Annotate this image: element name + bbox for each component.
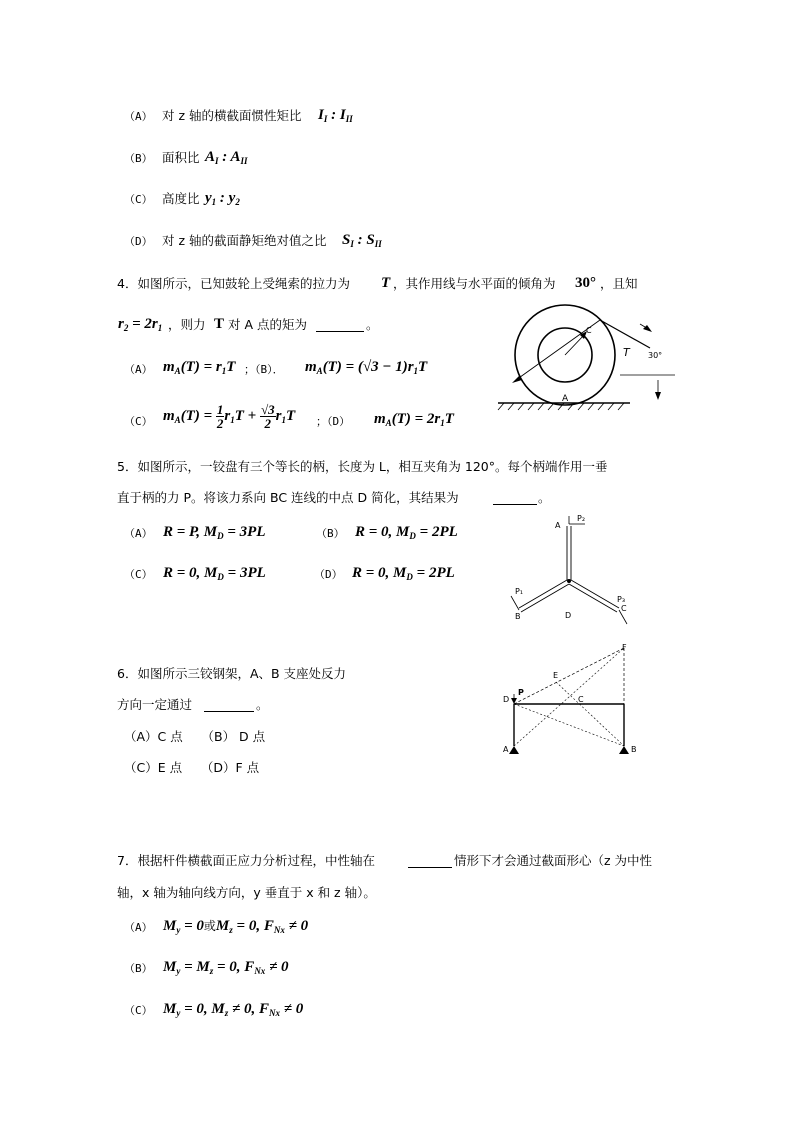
q4-text-5: 对 A 点的矩为	[228, 317, 307, 332]
q4-option-d-label: ；（D）	[316, 415, 351, 428]
q6-text-1: 6．如图所示三铰钢架，A、B 支座处反力	[117, 666, 347, 681]
q4-option-c-math: $m_A(T)$ = $\frac{1}{2}$ $r_1T$ + $\frac{√3}{2}$ $r_1T$	[163, 402, 296, 431]
q5-option-d-math: R = 0, $M_D = 2PL$	[352, 565, 455, 582]
q7-text-3: 轴，x 轴为轴向线方向，y 垂直于 x 和 z 轴）。	[117, 885, 376, 900]
capstan-label-p3: P₃	[617, 595, 626, 604]
q4-option-b-label: ；（B）．	[244, 363, 284, 376]
q4-text-1: 4．如图所示，已知鼓轮上受绳索的拉力为	[117, 276, 350, 291]
q5-text-1: 5．如图所示，一铰盘有三个等长的柄，长度为 L，相互夹角为 120°。每个柄端作用一垂	[117, 459, 608, 474]
q5-option-b-label: （B）	[316, 527, 345, 540]
q4-option-b-math: $m_A(T) = (√3 - 1)r_1T$	[305, 359, 428, 376]
q6-text-3: 。	[256, 697, 269, 712]
drum-label-angle: 30°	[648, 351, 663, 360]
q5-option-b-math: R = 0, $M_D = 2PL$	[355, 524, 458, 541]
q4-option-c-label: （C）	[124, 415, 153, 428]
q7-text-1: 7．根据杆件横截面正应力分析过程，中性轴在	[117, 853, 375, 868]
q3-option-b-text: 面积比	[162, 150, 200, 165]
q3-option-b-label: （B）	[124, 152, 153, 165]
q6-text-2: 方向一定通过	[117, 697, 193, 712]
q7-option-c-label: （C）	[124, 1004, 153, 1017]
q5-blank	[493, 492, 537, 505]
capstan-label-a: A	[555, 521, 561, 530]
q5-capstan-figure	[505, 512, 645, 632]
q4-angle: 30°	[575, 275, 596, 291]
q7-blank	[408, 855, 452, 868]
q7-text-2: 情形下才会通过截面形心（z 为中性	[454, 853, 653, 868]
capstan-label-p2: P₂	[577, 514, 586, 523]
q7-option-b-math: $M_y = M_z = 0$, $F_{Nx} \ne 0$	[163, 959, 289, 976]
q4-radius-relation: $r_2 = 2r_1$	[118, 316, 163, 333]
q4-drum-figure	[490, 300, 690, 415]
q5-option-c-label: （C）	[124, 568, 153, 581]
q4-option-d-math: $m_A(T) = 2r_1T$	[374, 411, 454, 428]
q3-option-c-label: （C）	[124, 193, 153, 206]
frame-label-c: C	[578, 695, 584, 704]
frame-label-e: E	[553, 671, 559, 680]
q4-force-symbol: T	[381, 275, 391, 291]
q5-option-a-label: （A）	[124, 527, 153, 540]
q5-option-a-math: R = P, $M_D = 3PL$	[163, 524, 266, 541]
capstan-label-p1: P₁	[515, 587, 524, 596]
frame-label-d: D	[503, 695, 510, 704]
q5-text-2: 直于柄的力 P。将该力系向 BC 连线的中点 D 简化，其结果为	[117, 490, 459, 505]
capstan-label-c: C	[621, 604, 627, 613]
q4-option-a-math: $m_A(T) = r_1T$	[163, 359, 236, 376]
q6-options-row-2: （C）E 点 （D）F 点	[124, 760, 260, 775]
q7-option-c-math: $M_y = 0$, $M_z \ne 0$, $F_{Nx} \ne 0$	[163, 1001, 304, 1018]
drum-label-t: T	[623, 346, 630, 359]
q7-option-b-label: （B）	[124, 962, 153, 975]
frame-label-a: A	[503, 745, 509, 754]
q3-option-d-text: 对 z 轴的截面静矩绝对值之比	[162, 233, 327, 248]
q5-option-c-math: R = 0, $M_D = 3PL$	[163, 565, 266, 582]
q6-options-row-1: （A）C 点 （B） D 点	[124, 729, 266, 744]
q6-blank	[204, 699, 254, 712]
drum-label-c: C	[586, 326, 592, 335]
frame-label-p: P	[518, 688, 524, 697]
q3-option-d-math: $S_I$ : $S_{II}$	[342, 232, 382, 249]
q3-option-d-label: （D）	[124, 235, 153, 248]
q5-text-3: 。	[538, 490, 551, 505]
frame-label-b: B	[631, 745, 637, 754]
q3-option-a-text: 对 z 轴的横截面惯性矩比	[162, 108, 302, 123]
q3-option-a-label: （A）	[124, 110, 153, 123]
q5-option-d-label: （D）	[314, 568, 343, 581]
q6-frame-figure	[500, 640, 650, 760]
q4-text-6: 。	[366, 317, 379, 332]
frame-label-f: F	[622, 643, 627, 652]
q3-option-c-text: 高度比	[162, 191, 200, 206]
q4-text-4: ，则力	[168, 317, 206, 332]
q3-option-c-math: $y_1$ : $y_2$	[205, 190, 240, 207]
q3-option-a-math: $I_I$ : $I_{II}$	[318, 107, 353, 124]
q3-option-b-math: $A_I$ : $A_{II}$	[205, 149, 248, 166]
q4-text-2: ，其作用线与水平面的倾角为	[393, 276, 556, 291]
q4-text-3: ，且知	[600, 276, 638, 291]
q7-option-a-label: （A）	[124, 921, 153, 934]
drum-label-a: A	[562, 394, 569, 404]
q4-blank	[316, 319, 364, 332]
capstan-label-b: B	[515, 612, 521, 621]
q7-option-a-math: $M_y = 0$或$M_z = 0$, $F_{Nx} \ne 0$	[163, 918, 309, 935]
q4-option-a-label: （A）	[124, 363, 153, 376]
capstan-label-d: D	[565, 611, 572, 620]
q4-force-symbol-2: T	[214, 316, 225, 332]
